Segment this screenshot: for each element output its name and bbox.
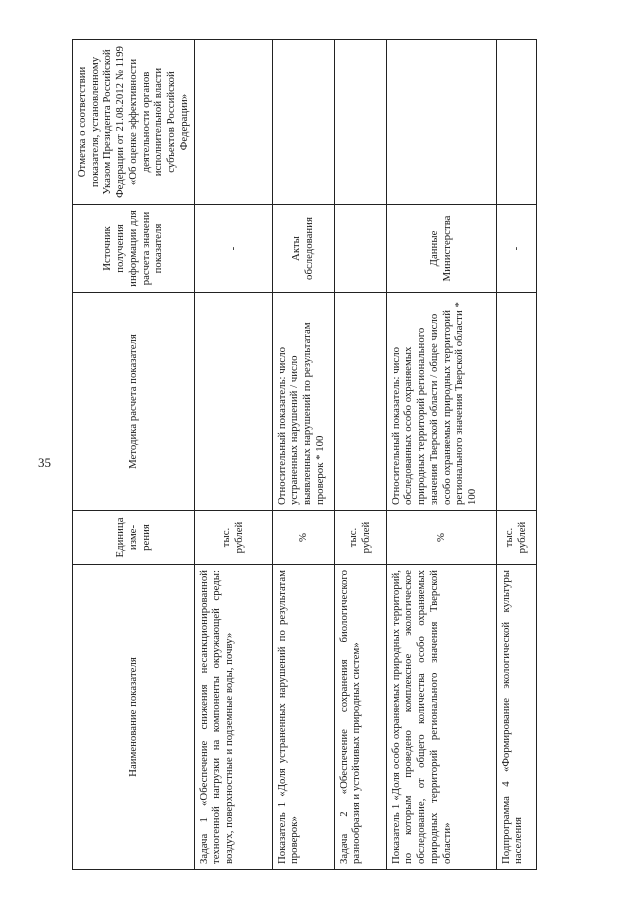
- row-name: Задача 2 «Обеспечение сохранения биологического разнообразия и устойчивых природных систем»: [334, 565, 386, 870]
- row-source: Данные Министерства: [386, 205, 496, 293]
- row-method: [496, 293, 536, 511]
- row-mark: [386, 40, 496, 205]
- row-source: -: [496, 205, 536, 293]
- table-row: [194, 40, 272, 870]
- row-mark: [334, 40, 386, 205]
- row-mark: [272, 40, 334, 205]
- row-method: [194, 293, 272, 511]
- header-unit: Единица изме-рения: [73, 511, 195, 565]
- rotated-table-container: [72, 40, 592, 870]
- header-row: [73, 40, 195, 870]
- header-source: Источник получения информации для расчета значени показателя: [73, 205, 195, 293]
- row-unit: тыс. рублей: [496, 511, 536, 565]
- row-method: [334, 293, 386, 511]
- header-name: Наименование показателя: [73, 565, 195, 870]
- header-mark: Отметка о соответствии показателя, установленному Указом Президента Российской Федерации от 21.08.2012 № 1199 «Об оценке эффективности деятельности органов исполнительной власти субъектов Российской Федерации»: [73, 40, 195, 205]
- row-source: -: [194, 205, 272, 293]
- table-row: [386, 40, 496, 870]
- row-name: Показатель 1 «Доля особо охраняемых природных территорий, по которым проведено комплексное экологическое обследование, от общего количества особо охраняемых природных территорий регионального значения Тверской области»: [386, 565, 496, 870]
- row-unit: тыс. рублей: [334, 511, 386, 565]
- row-method: Относительный показатель: число обследованных особо охраняемых природных территорий регионального значения Тверской области / общее число особо охраняемых природных территорий регионального значения Тверской области * 100: [386, 293, 496, 511]
- row-mark: [496, 40, 536, 205]
- row-method: Относительный показатель: число устраненных нарушений / число выявленных нарушений по результатам проверок * 100: [272, 293, 334, 511]
- row-name: Показатель 1 «Доля устраненных нарушений по результатам проверок»: [272, 565, 334, 870]
- row-name: Задача 1 «Обеспечение снижения несанкционированной техногенной нагрузки на компоненты окружающей среды: воздух, поверхностные и подземные воды, почву»: [194, 565, 272, 870]
- row-source: Акты обследования: [272, 205, 334, 293]
- table-row: [272, 40, 334, 870]
- row-name: Подпрограмма 4 «Формирование экологической культуры населения: [496, 565, 536, 870]
- table-row: [496, 40, 536, 870]
- header-method: Методика расчета показателя: [73, 293, 195, 511]
- row-mark: [194, 40, 272, 205]
- row-unit: тыс. рублей: [194, 511, 272, 565]
- row-source: [334, 205, 386, 293]
- indicators-table: [72, 39, 537, 870]
- table-row: [334, 40, 386, 870]
- row-unit: %: [272, 511, 334, 565]
- page-number: 35: [38, 455, 51, 470]
- row-unit: %: [386, 511, 496, 565]
